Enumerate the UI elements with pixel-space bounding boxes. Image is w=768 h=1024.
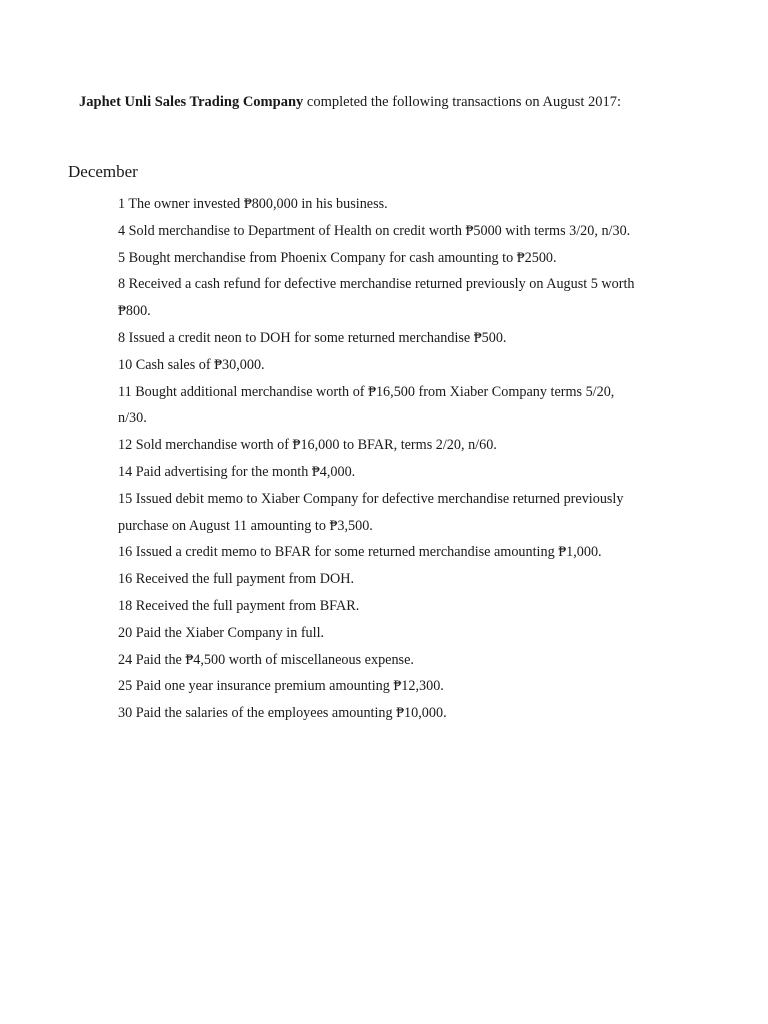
intro-paragraph [79,93,621,111]
transaction-item: 12 Sold merchandise worth of ₱16,000 to BFAR, terms 2/20, n/60. [118,437,497,454]
intro-text: completed the following transactions on August 2017: [303,94,622,110]
transaction-item: 4 Sold merchandise to Department of Health on credit worth ₱5000 with terms 3/20, n/30. [118,222,631,239]
transaction-item: 18 Received the full payment from BFAR. [118,597,360,614]
transaction-item: 25 Paid one year insurance premium amounting ₱12,300. [118,678,444,695]
transaction-item: 8 Received a cash refund for defective merchandise returned previously on August 5 worth ₱800. [118,276,635,320]
transaction-item: 14 Paid advertising for the month ₱4,000. [118,463,356,480]
month-heading: December [68,162,138,181]
company-name: Japhet Unli Sales Trading Company [79,94,304,110]
transaction-item: 10 Cash sales of ₱30,000. [118,356,265,373]
transaction-item: 8 Issued a credit neon to DOH for some returned merchandise ₱500. [118,329,507,346]
transaction-item: 16 Issued a credit memo to BFAR for some returned merchandise amounting ₱1,000. [118,544,602,561]
transaction-item: 24 Paid the ₱4,500 worth of miscellaneous expense. [118,651,414,668]
transaction-item: 30 Paid the salaries of the employees amounting ₱10,000. [118,705,447,722]
transaction-item: 20 Paid the Xiaber Company in full. [118,624,325,641]
transaction-item: 1 The owner invested ₱800,000 in his business. [118,196,388,212]
transaction-item: 5 Bought merchandise from Phoenix Company for cash amounting to ₱2500. [118,249,557,266]
transaction-item: 16 Received the full payment from DOH. [118,571,354,588]
transaction-item: 11 Bought additional merchandise worth of ₱16,500 from Xiaber Company terms 5/20, n/30. [118,383,615,427]
transaction-item: 15 Issued debit memo to Xiaber Company for defective merchandise returned previously purchase on August 11 amounting to ₱3,500. [118,490,624,534]
transaction-list [118,191,688,727]
